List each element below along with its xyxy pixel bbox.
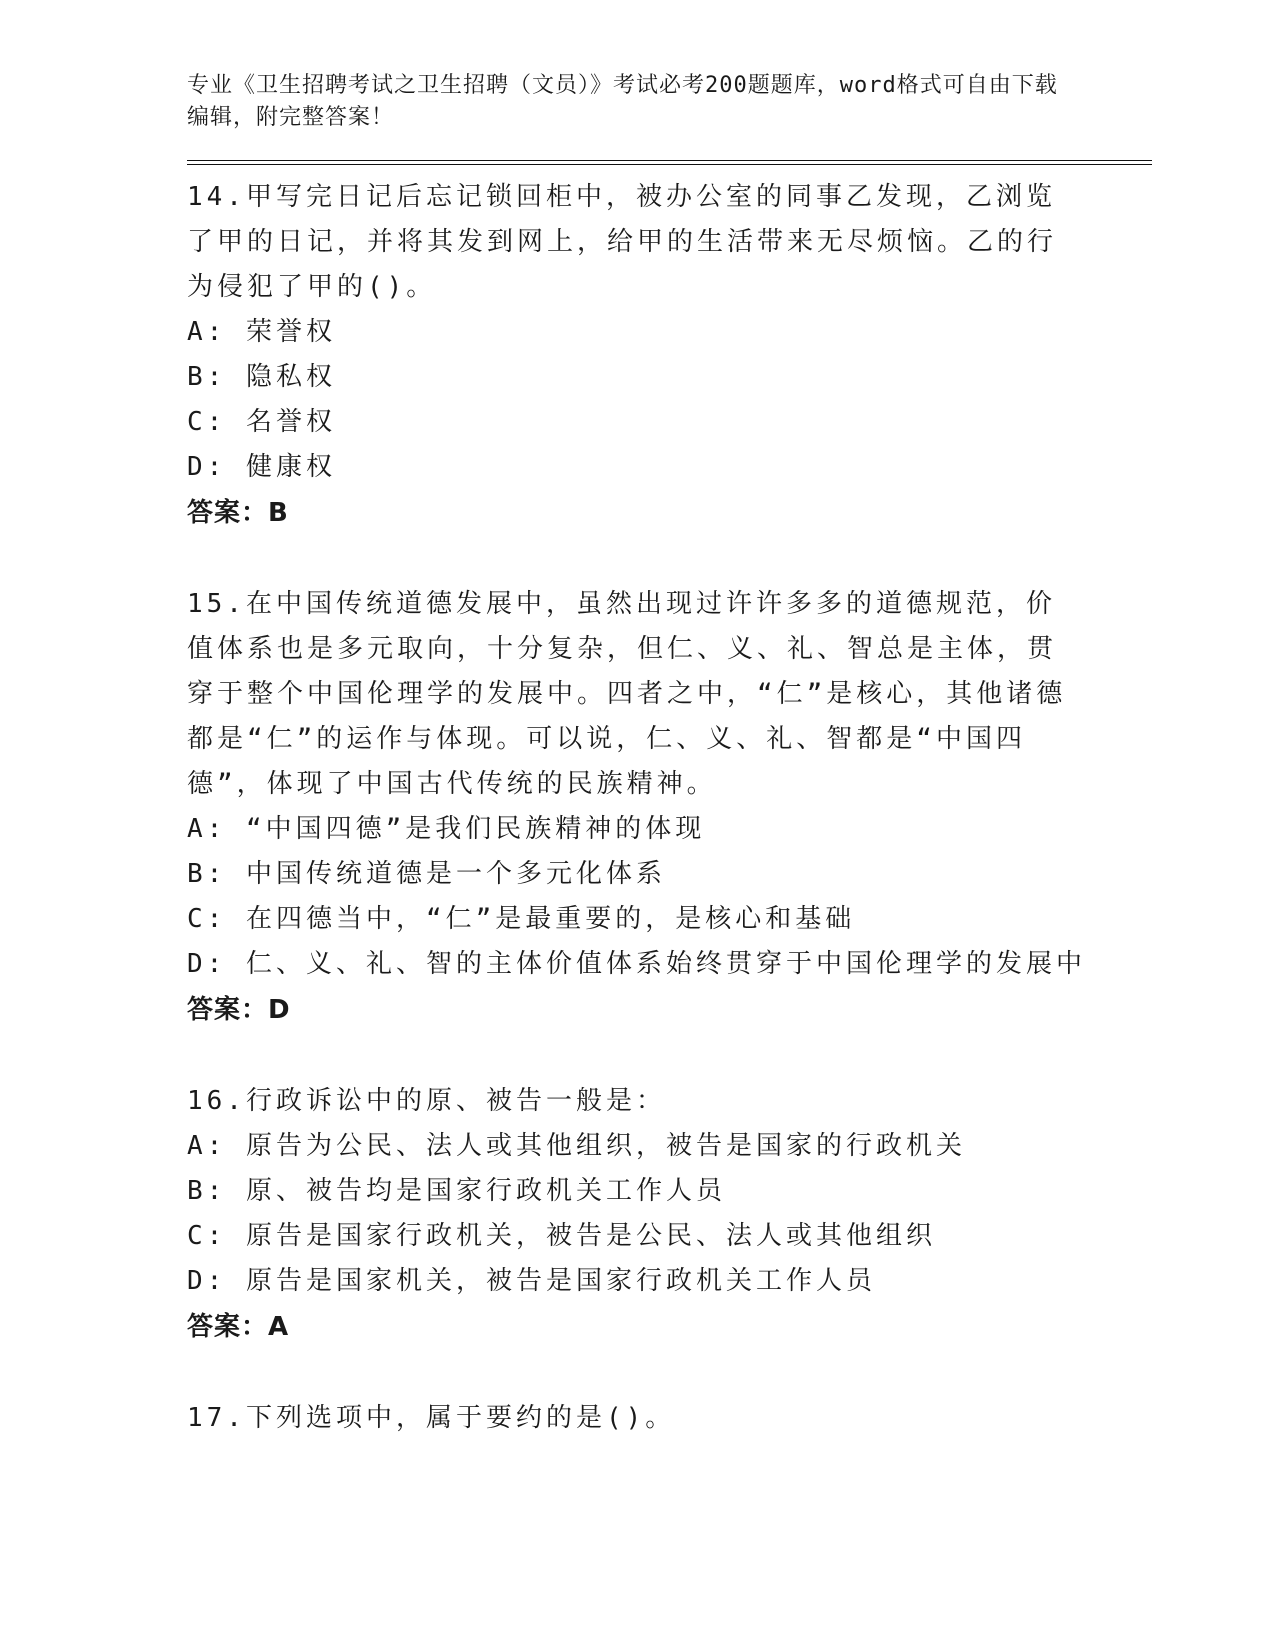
option-c: C: 在四德当中，“仁”是最重要的，是核心和基础 [187,904,856,934]
document-page [187,70,1152,1487]
answer-line: 答案：D [187,995,291,1025]
option-b: B: 原、被告均是国家行政机关工作人员 [187,1176,726,1206]
question-list [187,175,1152,1441]
option-b: B: 中国传统道德是一个多元化体系 [187,859,666,889]
option-c: C: 名誉权 [187,407,336,437]
question-stem: 14.甲写完日记后忘记锁回柜中，被办公室的同事乙发现，乙浏览了甲的日记，并将其发到网上，给甲的生活带来无尽烦恼。乙的行为侵犯了甲的()。 [187,182,1058,302]
option-d: D: 健康权 [187,452,336,482]
question-stem: 17.下列选项中，属于要约的是()。 [187,1403,676,1433]
question-stem: 15.在中国传统道德发展中，虽然出现过许许多多的道德规范，价值体系也是多元取向，十分复杂，但仁、义、礼、智总是主体，贯穿于整个中国伦理学的发展中。四者之中，“仁”是核心，其他诸德都是“仁”的运作与体现。可以说，仁、义、礼、智都是“中国四德”，体现了中国古代传统的民族精神。 [187,589,1067,799]
header-divider [187,160,1152,165]
question-14 [187,175,1152,536]
divider-line-top [187,160,1152,161]
option-b: B: 隐私权 [187,362,336,392]
question-17 [187,1396,1152,1441]
question-15 [187,582,1152,1033]
answer-line: 答案：B [187,498,289,528]
document-header: 专业《卫生招聘考试之卫生招聘（文员）》考试必考200题题库，word格式可自由下载编辑，附完整答案！ [187,73,1058,130]
option-c: C: 原告是国家行政机关，被告是公民、法人或其他组织 [187,1221,936,1251]
option-d: D: 原告是国家机关，被告是国家行政机关工作人员 [187,1266,876,1296]
answer-line: 答案：A [187,1312,290,1342]
question-16 [187,1079,1152,1350]
question-stem: 16.行政诉讼中的原、被告一般是： [187,1086,666,1116]
option-d: D: 仁、义、礼、智的主体价值体系始终贯穿于中国伦理学的发展中 [187,949,1086,979]
option-a: A: “中国四德”是我们民族精神的体现 [187,814,706,844]
option-a: A: 原告为公民、法人或其他组织，被告是国家的行政机关 [187,1131,966,1161]
option-a: A: 荣誉权 [187,317,336,347]
divider-line-bottom [187,164,1152,165]
